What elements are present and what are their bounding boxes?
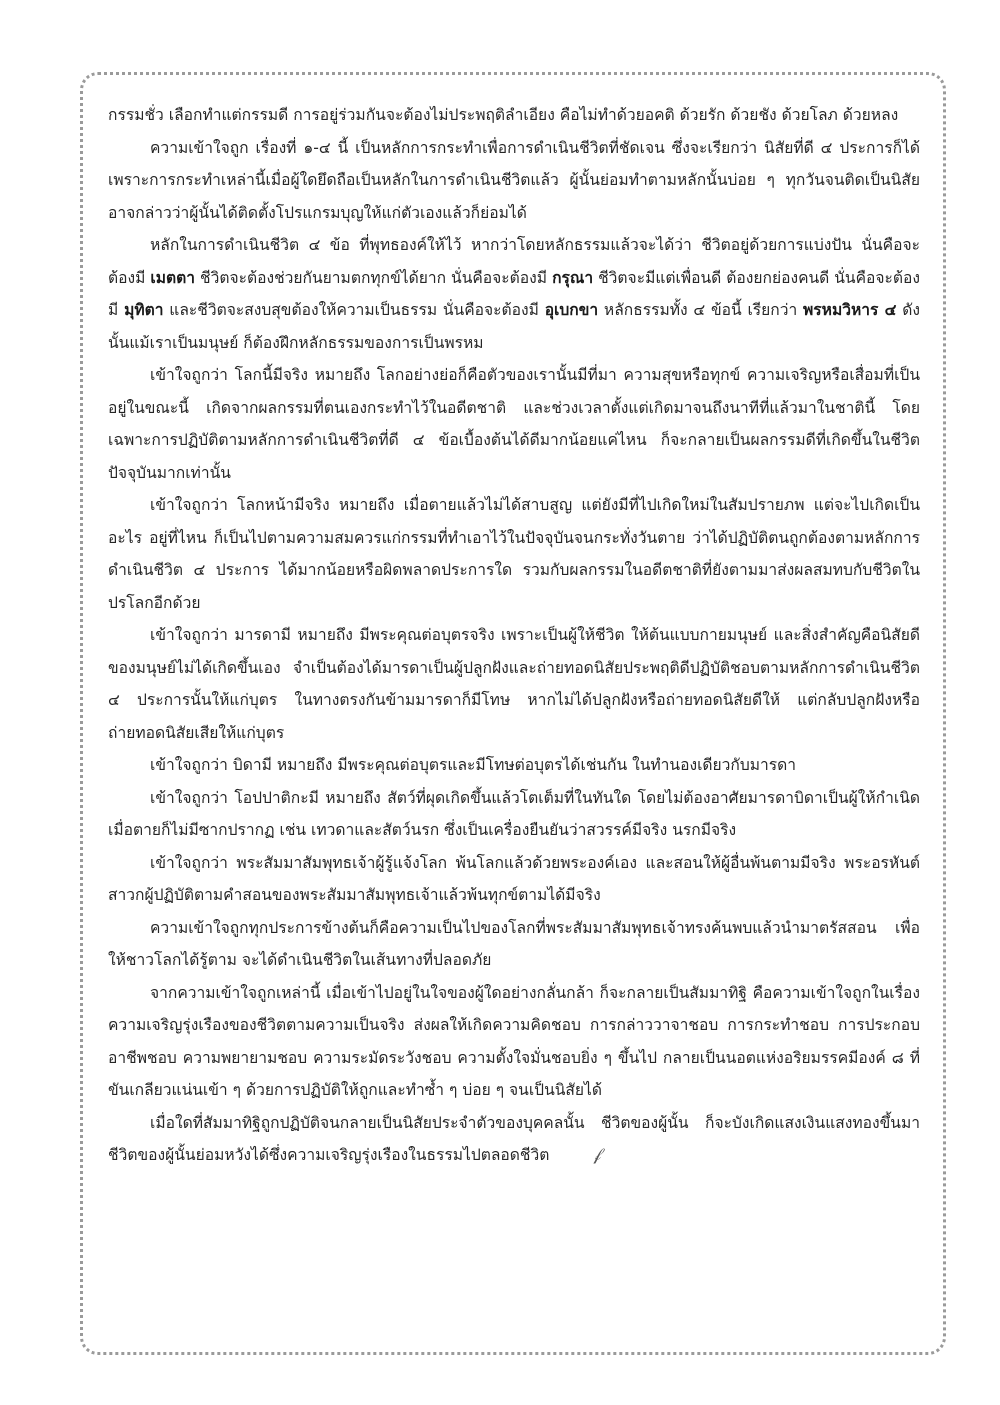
paragraph-father: เข้าใจถูกว่า บิดามี หมายถึง มีพระคุณต่อบุตรและมีโทษต่อบุตรได้เช่นกัน ในทำนองเดียวกับมารดา [150,756,797,774]
brahmavihara-text-d: และชีวิตจะสงบสุขต้องให้ความเป็นธรรม นั่นคือจะต้องมี [163,301,545,319]
brahmavihara-text-e: หลักธรรมทั้ง ๔ ข้อนี้ เรียกว่า [598,301,804,319]
term-mudita: มุทิตา [124,301,164,319]
term-brahmavihara-4: พรหมวิหาร ๔ [803,301,897,319]
paragraph-samma-ditthi: จากความเข้าใจถูกเหล่านี้ เมื่อเข้าไปอยู่ในใจของผู้ใดอย่างกลั่นกล้า ก็จะกลายเป็นสัมมาทิฐิ คือความเข้าใจถูกในเรื่องความเจริญรุ่งเรืองของชีวิตตามความเป็นจริง ส่งผลให้เกิดความคิดชอบ การกล่าววาจาชอบ การกระทำชอบ การประกอบอาชีพชอบ ความพยายามชอบ ความระมัดระวังชอบ ความตั้งใจมั่นชอบยิ่ง ๆ ขึ้นไป กลายเป็นนอตแห่งอริยมรรคมีองค์ ๘ ที่ขันเกลียวแน่นเข้า ๆ ด้วยการปฏิบัติให้ถูกและทำซ้ำ ๆ บ่อย ๆ จนเป็นนิสัยได้ [108,983,920,1099]
brahmavihara-text-c: ชีวิตจะมีแต่เพื่อนดี ต้องยกย่องคนดี นั่นคือจะต้องมี [108,268,921,319]
conclusion-text: เมื่อใดที่สัมมาทิฐิถูกปฏิบัติจนกลายเป็นนิสัยประจำตัวของบุคคลนั้น ชีวิตของผู้นั้น ก็จะบังเกิดแสงเงินแสงทองขึ้นมา ชีวิตของผู้นั้นย่อมหวังได้ซึ่งความเจริญรุ่งเรืองในธรรมไปตลอดชีวิต [108,1113,920,1164]
paragraph-right-understanding-summary: ความเข้าใจถูก เรื่องที่ ๑-๔ นี้ เป็นหลักการกระทำเพื่อการดำเนินชีวิตที่ชัดเจน ซึ่งจะเรียกว่า นิสัยที่ดี ๔ ประการก็ได้ เพราะการกระทำเหล่านี้เมื่อผู้ใดยึดถือเป็นหลักในการดำเนินชีวิตแล้ว ผู้นั้นย่อมทำตามหลักนั้นบ่อย ๆ ทุกวันจนติดเป็นนิสัย อาจกล่าวว่าผู้นั้นได้ติดตั้งโปรแกรมบุญให้แก่ตัวเองแล้วก็ย่อมได้ [108,138,920,222]
document-body [108,99,920,1172]
paragraph-conclusion [108,1107,920,1172]
term-upekkha: อุเบกขา [544,301,599,319]
end-ornament-icon: 𝒻 [593,1145,601,1165]
brahmavihara-text-f: ดังนั้นแม้เราเป็นมนุษย์ ก็ต้องฝึกหลักธรรมของการเป็นพรหม [108,301,920,352]
brahmavihara-text-a: หลักในการดำเนินชีวิต ๔ ข้อ ที่พุทธองค์ให้ไว้ หากว่าโดยหลักธรรมแล้วจะได้ว่า ชีวิตอยู่ด้วยการแบ่งปัน นั่นคือจะต้องมี [108,236,920,287]
paragraph-continuation: กรรมชั่ว เลือกทำแต่กรรมดี การอยู่ร่วมกันจะต้องไม่ประพฤติลำเอียง คือไม่ทำด้วยอคติ ด้วยรัก ด้วยชัง ด้วยโลภ ด้วยหลง [108,106,899,124]
paragraph-opapatika: เข้าใจถูกว่า โอปปาติกะมี หมายถึง สัตว์ที่ผุดเกิดขึ้นแล้วโตเต็มที่ในทันใด โดยไม่ต้องอาศัยมารดาบิดาเป็นผู้ให้กำเนิด เมื่อตายก็ไม่มีซากปรากฏ เช่น เทวดาและสัตว์นรก ซึ่งเป็นเครื่องยืนยันว่าสวรรค์มีจริง นรกมีจริง [108,788,920,839]
paragraph-this-world: เข้าใจถูกว่า โลกนี้มีจริง หมายถึง โลกอย่างย่อก็คือตัวของเรานั้นมีที่มา ความสุขหรือทุกข์ ความเจริญหรือเสื่อมที่เป็นอยู่ในขณะนี้ เกิดจากผลกรรมที่ตนเองกระทำไว้ในอดีตชาติ และช่วงเวลาตั้งแต่เกิดมาจนถึงนาทีที่แล้วมาในชาตินี้ โดยเฉพาะการปฏิบัติตามหลักการดำเนินชีวิตที่ดี ๔ ข้อเบื้องต้นได้ดีมากน้อยแค่ไหน ก็จะกลายเป็นผลกรรมดีที่เกิดขึ้นในชีวิตปัจจุบันมากเท่านั้น [108,366,920,482]
paragraph-brahmavihara [108,229,920,359]
paragraph-all-right-understanding: ความเข้าใจถูกทุกประการข้างต้นก็คือความเป็นไปของโลกที่พระสัมมาสัมพุทธเจ้าทรงค้นพบแล้วนำมาตรัสสอน เพื่อให้ชาวโลกได้รู้ตาม จะได้ดำเนินชีวิตในเส้นทางที่ปลอดภัย [108,918,920,969]
brahmavihara-text-b: ชีวิตจะต้องช่วยกันยามตกทุกข์ได้ยาก นั่นคือจะต้องมี [195,268,553,287]
paragraph-buddha: เข้าใจถูกว่า พระสัมมาสัมพุทธเจ้าผู้รู้แจ้งโลก พ้นโลกแล้วด้วยพระองค์เอง และสอนให้ผู้อื่นพ้นตามมีจริง พระอรหันต์สาวกผู้ปฏิบัติตามคำสอนของพระสัมมาสัมพุทธเจ้าแล้วพ้นทุกข์ตามได้มีจริง [108,853,920,904]
term-karuna: กรุณา [552,268,594,287]
paragraph-next-world: เข้าใจถูกว่า โลกหน้ามีจริง หมายถึง เมื่อตายแล้วไม่ได้สาบสูญ แต่ยังมีที่ไปเกิดใหม่ในสัมปรายภพ แต่จะไปเกิดเป็นอะไร อยู่ที่ไหน ก็เป็นไปตามความสมควรแก่กรรมที่ทำเอาไว้ในปัจจุบันจนกระทั่งวันตาย ว่าได้ปฏิบัติตนถูกต้องตามหลักการดำเนินชีวิต ๔ ประการ ได้มากน้อยหรือผิดพลาดประการใด รวมกับผลกรรมในอดีตชาติที่ยังตามมาส่งผลสมทบกับชีวิตในปรโลกอีกด้วย [108,496,920,612]
term-metta: เมตตา [150,268,195,287]
paragraph-mother: เข้าใจถูกว่า มารดามี หมายถึง มีพระคุณต่อบุตรจริง เพราะเป็นผู้ให้ชีวิต ให้ต้นแบบกายมนุษย์ และสิ่งสำคัญคือนิสัยดีของมนุษย์ไม่ได้เกิดขึ้นเอง จำเป็นต้องได้มารดาเป็นผู้ปลูกฝังและถ่ายทอดนิสัยประพฤติดีปฏิบัติชอบตามหลักการดำเนินชีวิต ๔ ประการนั้นให้แก่บุตร ในทางตรงกันข้ามมารดาก็มีโทษ หากไม่ได้ปลูกฝังหรือถ่ายทอดนิสัยดีให้ แต่กลับปลูกฝังหรือถ่ายทอดนิสัยเสียให้แก่บุตร [108,626,920,742]
